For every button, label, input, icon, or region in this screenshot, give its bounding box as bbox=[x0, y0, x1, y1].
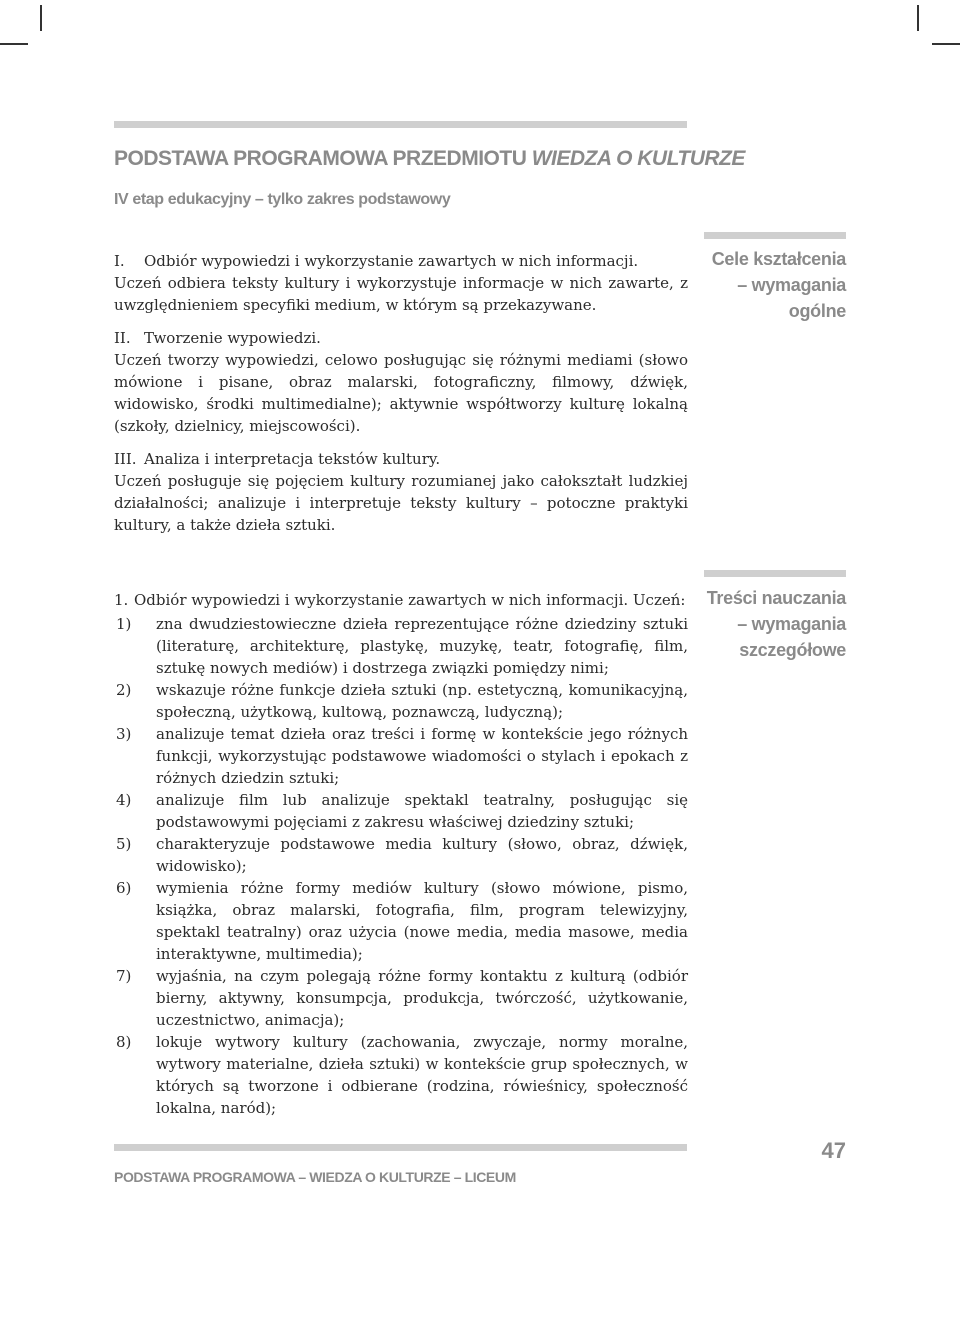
section-title: Odbiór wypowiedzi i wykorzystanie zawartych w nich informacji. Uczeń: bbox=[134, 591, 686, 609]
aim-number: I. bbox=[114, 252, 125, 270]
section-number: 1. bbox=[114, 591, 129, 609]
crop-mark bbox=[40, 5, 42, 31]
sidebar-tresci-line: Treści nauczania bbox=[706, 588, 846, 608]
item-number: 2) bbox=[116, 681, 132, 699]
page-title-main: PODSTAWA PROGRAMOWA PRZEDMIOTU bbox=[114, 147, 532, 170]
item-text: wskazuje różne funkcje dzieła sztuki (np. estetyczną, komunikacyjną, społeczną, użytkową, kultową, poznawczą, ludyczną); bbox=[156, 681, 688, 721]
page-subtitle: IV etap edukacyjny – tylko zakres podstawowy bbox=[114, 191, 451, 208]
section-heading bbox=[114, 589, 688, 611]
item-number: 8) bbox=[116, 1033, 132, 1051]
list-item bbox=[114, 613, 688, 679]
list-item bbox=[114, 833, 688, 877]
crop-mark bbox=[917, 5, 919, 31]
item-number: 1) bbox=[116, 615, 132, 633]
item-text: analizuje temat dzieła oraz treści i formę w kontekście jego różnych funkcji, wykorzystując podstawowe wiadomości o stylach i epokach z różnych dziedzin sztuki; bbox=[156, 725, 688, 787]
crop-mark bbox=[0, 43, 28, 45]
list-item bbox=[114, 965, 688, 1031]
aim-number: II. bbox=[114, 329, 131, 347]
item-text: wymienia różne formy mediów kultury (słowo mówione, pismo, książka, obraz malarski, fotografia, film, program telewizyjny, spektakl teatralny) oraz użycia (nowe media, media masowe, media interaktywne, multimedia); bbox=[156, 879, 688, 963]
item-text: zna dwudziestowieczne dzieła reprezentujące różne dziedziny sztuki (literaturę, architekturę, plastykę, muzykę, teatr, fotografię, film, sztukę nowych mediów) i dostrzega związki pomiędzy nimi; bbox=[156, 615, 688, 677]
footer-rule bbox=[114, 1144, 687, 1151]
item-number: 7) bbox=[116, 967, 132, 985]
general-aims bbox=[114, 250, 688, 536]
requirements-list bbox=[114, 613, 688, 1119]
list-item bbox=[114, 679, 688, 723]
item-number: 4) bbox=[116, 791, 132, 809]
sidebar-rule-cele bbox=[704, 232, 846, 239]
header-rule bbox=[114, 121, 687, 128]
list-item bbox=[114, 877, 688, 965]
aim-heading bbox=[114, 250, 688, 272]
sidebar-cele-line: – wymagania bbox=[737, 275, 846, 295]
page-number: 47 bbox=[821, 1138, 846, 1163]
sidebar-tresci-line: – wymagania bbox=[737, 614, 846, 634]
aim-number: III. bbox=[114, 450, 137, 468]
list-item bbox=[114, 789, 688, 833]
item-number: 3) bbox=[116, 725, 132, 743]
aim-text: Uczeń posługuje się pojęciem kultury rozumianej jako całokształt ludzkiej działalności; analizuje i interpretuje teksty kultury – potoczne praktyki kultury, a także dzieła sztuki. bbox=[114, 472, 688, 534]
item-text: wyjaśnia, na czym polegają różne formy kontaktu z kulturą (odbiór bierny, aktywny, konsumpcja, produkcja, twórczość, użytkowanie, uczestnictwo, animacja); bbox=[156, 967, 688, 1029]
aim-text: Uczeń tworzy wypowiedzi, celowo posługując się różnymi mediami (słowo mówione i pisane, obraz malarski, fotograficzny, filmowy, dźwięk, widowisko, środki multimedialne); aktywnie współtworzy kulturę lokalną (szkoły, dzielnicy, miejscowości). bbox=[114, 351, 688, 435]
sidebar-cele-line: Cele kształcenia bbox=[711, 249, 846, 269]
footer-text: PODSTAWA PROGRAMOWA – WIEDZA O KULTURZE – LICEUM bbox=[114, 1169, 516, 1185]
page-title bbox=[114, 147, 745, 171]
sidebar-rule-tresci bbox=[704, 570, 846, 577]
item-text: charakteryzuje podstawowe media kultury (słowo, obraz, dźwięk, widowisko); bbox=[156, 835, 688, 875]
aim-title: Odbiór wypowiedzi i wykorzystanie zawartych w nich informacji. bbox=[144, 252, 639, 270]
sidebar-tresci-line: szczegółowe bbox=[739, 640, 846, 660]
list-item bbox=[114, 723, 688, 789]
aim-text: Uczeń odbiera teksty kultury i wykorzystuje informacje w nich zawarte, z uwzględnieniem specyfiki medium, w którym są przekazywane. bbox=[114, 274, 688, 314]
sidebar-cele-line: ogólne bbox=[788, 301, 846, 321]
crop-mark bbox=[932, 43, 960, 45]
aim-heading bbox=[114, 327, 688, 349]
list-item bbox=[114, 1031, 688, 1119]
aim-heading bbox=[114, 448, 688, 470]
item-text: analizuje film lub analizuje spektakl teatralny, posługując się podstawowymi pojęciami z zakresu właściwej dziedziny sztuki; bbox=[156, 791, 688, 831]
item-text: lokuje wytwory kultury (zachowania, zwyczaje, normy moralne, wytwory materialne, dzieła sztuki) w kontekście grup społecznych, w których są tworzone i odbierane (rodzina, rówieśnicy, społeczność lokalna, naród); bbox=[156, 1033, 688, 1117]
detailed-requirements bbox=[114, 589, 688, 1119]
aim-title: Analiza i interpretacja tekstów kultury. bbox=[144, 450, 441, 468]
item-number: 5) bbox=[116, 835, 132, 853]
page-title-subject: WIEDZA O KULTURZE bbox=[531, 147, 745, 170]
item-number: 6) bbox=[116, 879, 132, 897]
aim-title: Tworzenie wypowiedzi. bbox=[144, 329, 321, 347]
